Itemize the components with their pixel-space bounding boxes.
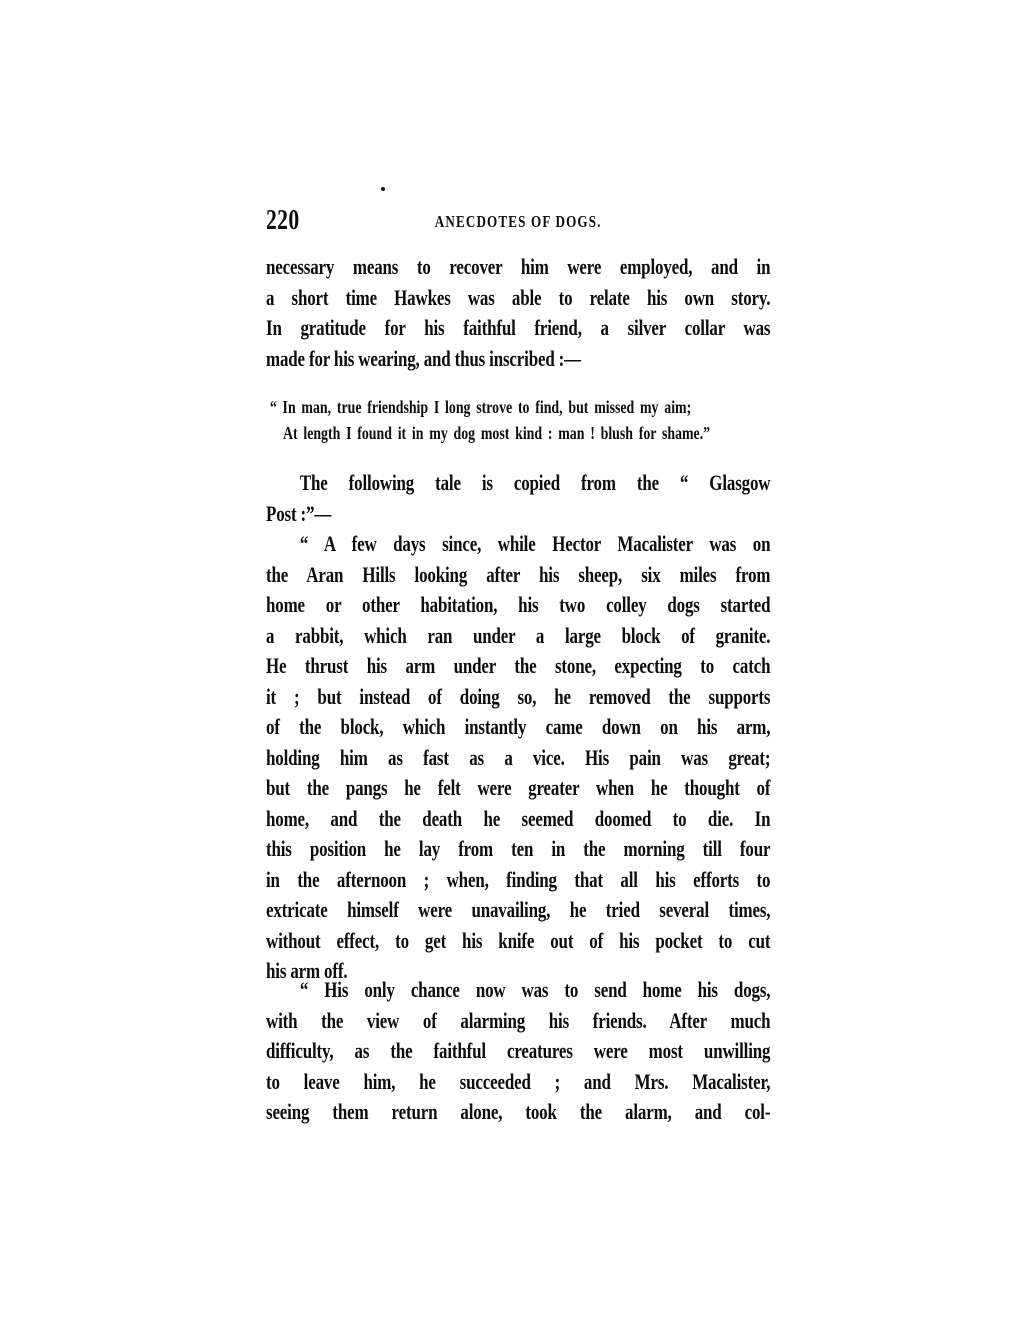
running-head xyxy=(266,206,770,236)
paragraph-1 xyxy=(266,252,770,374)
text-line: “ A few days since, while Hector Macalister was on xyxy=(299,531,771,556)
paragraph-2 xyxy=(266,468,770,529)
text-line: his arm off. xyxy=(266,958,348,983)
verse-quote xyxy=(266,395,770,446)
paragraph-3 xyxy=(266,529,770,987)
text-line: without effect, to get his knife out of his pocket to cut xyxy=(266,927,771,953)
paragraph-4 xyxy=(266,975,770,1128)
text-line: a rabbit, which ran under a large block of granite. xyxy=(266,622,771,648)
text-line: holding him as fast as a vice. His pain was great; xyxy=(266,744,771,770)
text-line: to leave him, he succeeded ; and Mrs. Macalister, xyxy=(266,1068,771,1094)
text-line: He thrust his arm under the stone, expecting to catch xyxy=(266,653,771,678)
running-header-title: ANECDOTES OF DOGS. xyxy=(434,212,602,231)
text-line: a short time Hawkes was able to relate his own story. xyxy=(266,284,771,310)
text-line: in the afternoon ; when, finding that all his efforts to xyxy=(266,866,771,892)
text-line: it ; but instead of doing so, he removed the supports xyxy=(266,683,771,709)
page-number: 220 xyxy=(266,205,300,236)
text-line: In gratitude for his faithful friend, a silver collar was xyxy=(266,315,771,340)
text-line: this position he lay from ten in the morning till four xyxy=(266,836,771,861)
text-line: necessary means to recover him were employed, and in xyxy=(266,254,771,279)
text-line: seeing them return alone, took the alarm, and col- xyxy=(266,1099,771,1124)
verse-line: “ In man, true friendship I long strove to find, but missed my aim; xyxy=(269,397,692,417)
text-line: The following tale is copied from the “ Glasgow xyxy=(299,470,771,495)
text-line: made for his wearing, and thus inscribed :— xyxy=(266,345,581,371)
text-line: difficulty, as the faithful creatures were most unwilling xyxy=(266,1038,771,1063)
text-line: with the view of alarming his friends. After much xyxy=(266,1007,771,1033)
text-line: home, and the death he seemed doomed to die. In xyxy=(266,805,771,831)
text-line: extricate himself were unavailing, he tried several times, xyxy=(266,897,771,922)
ink-speck-artifact xyxy=(381,187,385,191)
verse-line: At length I found it in my dog most kind : man ! blush for shame.” xyxy=(282,422,711,443)
text-line: the Aran Hills looking after his sheep, six miles from xyxy=(266,561,771,587)
text-line: but the pangs he felt were greater when he thought of xyxy=(266,775,771,800)
text-line: of the block, which instantly came down on his arm, xyxy=(266,714,771,739)
text-line: “ His only chance now was to send home his dogs, xyxy=(299,977,771,1002)
text-line: Post :”— xyxy=(266,500,332,526)
text-line: home or other habitation, his two colley dogs started xyxy=(266,592,771,617)
